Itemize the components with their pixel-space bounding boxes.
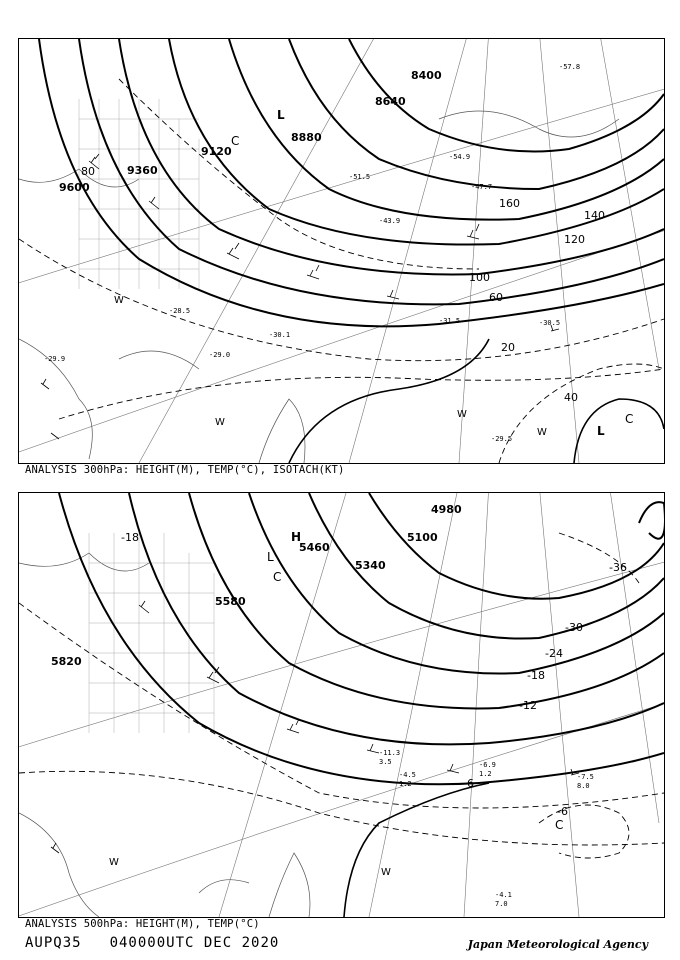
warm-marker: W [215,417,225,428]
temp-label: -29.0 [209,351,231,359]
obs-label: 3.5 [379,758,392,766]
height-label: 8640 [375,95,406,108]
temp-label: -57.8 [559,63,581,71]
agency-credit: Japan Meteorological Agency [467,938,648,951]
temp-label: -30.1 [269,331,291,339]
warm-marker-group [114,295,547,438]
isotach-label: 160 [499,197,520,210]
isotach-label-group [81,165,605,404]
warm-marker: W [381,867,391,878]
low-center: L [267,550,274,564]
panel-caption-300hpa: ANALYSIS 300hPa: HEIGHT(M), TEMP(°C), ISOTACH(KT) [25,464,345,476]
temp-label: -28.5 [169,307,191,315]
temp-label: -51.5 [349,173,371,181]
obs-label: -4.1 [495,891,512,899]
isotach-label: 80 [81,165,95,178]
product-footer [25,935,279,951]
height-contours [59,493,664,784]
height-label: 4980 [431,503,462,516]
chart-500hpa [18,492,665,918]
height-label: 5580 [215,595,246,608]
cold-center: C [625,412,634,426]
height-label: 5460 [299,541,330,554]
temp-label: -30.5 [539,319,561,327]
isotherm-label: -36 [609,561,627,574]
isotherm-label: -18 [121,531,139,544]
height-label: 5100 [407,531,438,544]
cold-center: C [555,818,564,832]
cold-center: C [231,134,240,148]
obs-label: -11.3 [379,749,401,757]
obs-label: 1.2 [479,770,492,778]
isotach-label: 20 [501,341,515,354]
warm-marker: W [109,857,119,868]
height-label-group [51,503,462,668]
isotherm-label: -24 [545,647,563,660]
obs-label: 8.0 [577,782,590,790]
low-center: L [597,424,605,438]
isotach-label: 100 [469,271,490,284]
height-label: 9600 [59,181,90,194]
warm-marker-group [109,857,391,878]
temp-label: -31.5 [439,317,461,325]
contour-open [344,783,489,917]
isotherm-label: -30 [565,621,583,634]
coastline [19,111,619,463]
obs-label: 1.2 [399,780,412,788]
height-label: 5820 [51,655,82,668]
panel-caption-500hpa: ANALYSIS 500hPa: HEIGHT(M), TEMP(°C) [25,918,260,930]
temp-label: -29.5 [491,435,513,443]
low-center: L [277,108,285,122]
warm-marker: W [114,295,124,306]
temp-label-group [44,63,580,443]
height-label: 8400 [411,69,442,82]
obs-label: -4.5 [399,771,416,779]
map-300hpa [19,39,664,463]
obs-label: -6.9 [479,761,496,769]
isotach-label: 120 [564,233,585,246]
isotach-ring [289,339,664,463]
warm-marker: W [537,427,547,438]
product-code: AUPQ35 [25,935,82,951]
isotherm-label: -12 [519,699,537,712]
chart-300hpa [18,38,665,464]
height-label: 9120 [201,145,232,158]
graticule [19,493,664,917]
pressure-center-group [267,530,563,832]
isotach-label: 140 [584,209,605,222]
map-500hpa [19,493,664,917]
valid-time: 040000UTC DEC 2020 [109,935,280,951]
height-label: 9360 [127,164,158,177]
height-label: 5340 [355,559,386,572]
isotherm-label: -18 [527,669,545,682]
obs-label: 7.0 [495,900,508,908]
coastline [19,553,310,917]
temp-label: -47.7 [471,183,493,191]
warm-marker: W [457,409,467,420]
isotach-label: 60 [489,291,503,304]
isotherm-label: -6 [463,777,474,790]
height-label: 8880 [291,131,322,144]
temp-label: -43.9 [379,217,401,225]
cold-center: C [273,570,282,584]
temp-label: -54.9 [449,153,471,161]
height-label-group [59,69,442,194]
isotach-label: 40 [564,391,578,404]
isotherm-label: -6 [557,805,568,818]
high-center: H [291,530,302,544]
obs-label: -7.5 [577,773,594,781]
temp-label: -29.9 [44,355,66,363]
